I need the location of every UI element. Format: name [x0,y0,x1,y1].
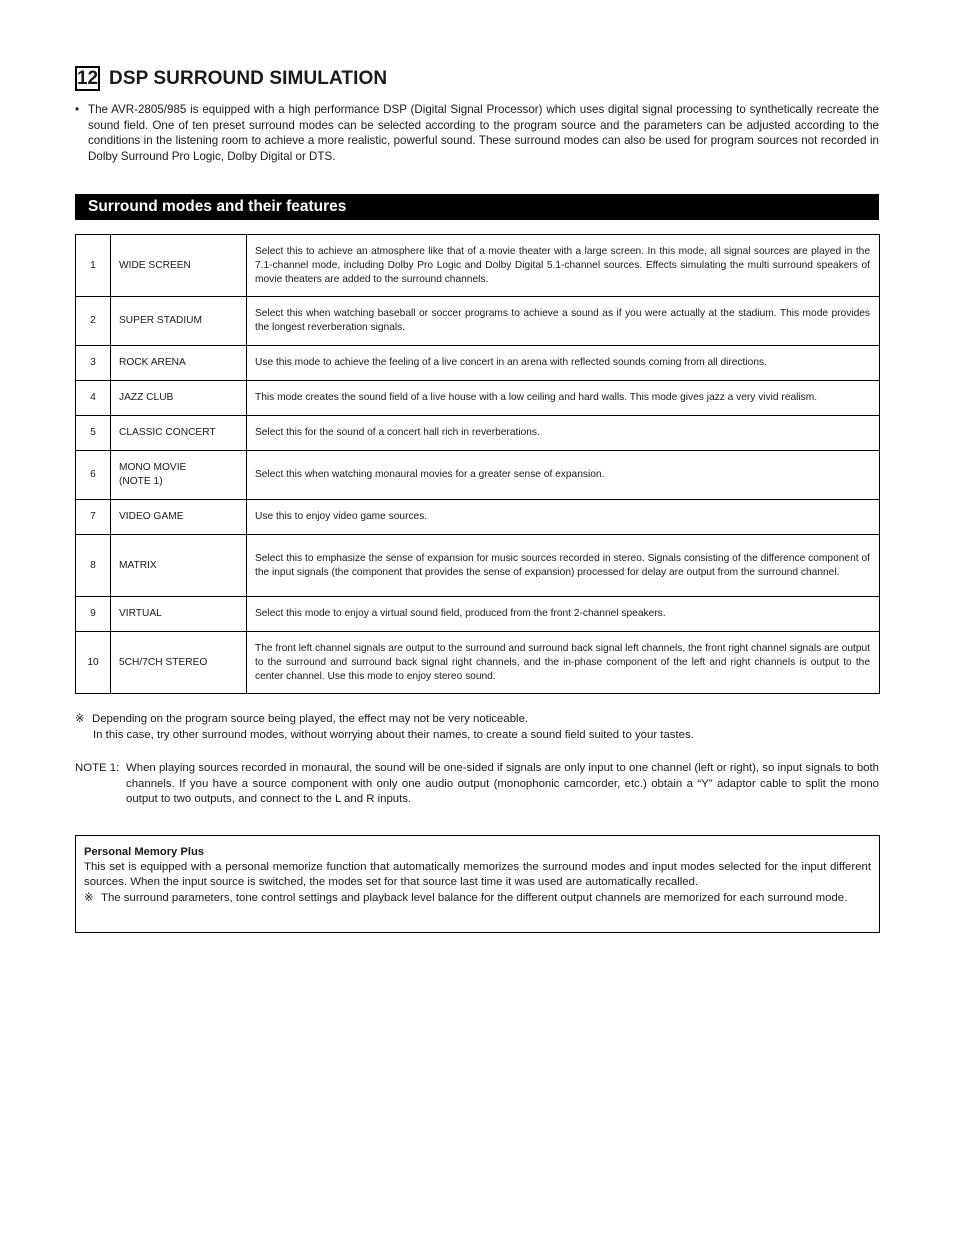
surround-modes-table [75,234,880,694]
table-row [76,235,880,297]
mode-number: 8 [76,535,111,597]
intro-text: The AVR-2805/985 is equipped with a high performance DSP (Digital Signal Processor) which uses digital signal processing to synthetically recreate the sound field. One of ten preset surround modes can be selected according to the program source and the parameters can be adjusted according to the conditions in the listening room to achieve a more realistic, powerful sound. These surround modes can also be used for program sources not recorded in Dolby Surround Pro Logic, Dolby Digital or DTS. [88,103,879,163]
memory-body: This set is equipped with a personal memorize function that automatically memorizes the surround modes and input modes selected for the input different sources. When the input source is switched, the modes set for that source last time it was used are automatically recalled. [84,861,871,888]
table-row [76,535,880,597]
footnote-line-1 [75,711,879,727]
mode-name: MONO MOVIE [119,462,187,473]
mode-name: MATRIX [111,535,247,597]
reference-mark-icon: ※ [84,892,94,904]
personal-memory-box [75,835,880,933]
mode-name: ROCK ARENA [111,346,247,381]
mode-name: WIDE SCREEN [111,235,247,297]
mode-number: 10 [76,632,111,694]
mode-description: Select this to emphasize the sense of expansion for music sources recorded in stereo. Signals consisting of the difference component of the input signals (the component that provides the sense of expansion) processed for delay are output from the surround channel. [247,535,880,597]
mode-name: VIRTUAL [111,597,247,632]
table-row [76,632,880,694]
footnote [75,711,879,743]
reference-mark-icon: ※ [75,713,85,725]
mode-description: Select this mode to enjoy a virtual sound field, produced from the front 2-channel speakers. [247,597,880,632]
mode-name: JAZZ CLUB [111,381,247,416]
mode-description: Select this to achieve an atmosphere like that of a movie theater with a large screen. In this mode, all signal sources are played in the 7.1-channel mode, including Dolby Pro Logic and Dolby Digital 5.1-channel sources. Effects simulating the multi surround speakers of movie theaters are added to the surround channels. [247,235,880,297]
intro-paragraph [75,102,879,164]
table-row [76,416,880,451]
mode-name-cell [111,451,247,500]
memory-note-text: The surround parameters, tone control settings and playback level balance for the different output channels are memorized for each surround mode. [101,892,848,904]
mode-number: 9 [76,597,111,632]
mode-number: 6 [76,451,111,500]
footnote-text-1: Depending on the program source being played, the effect may not be very noticeable. [92,713,529,725]
mode-description: Select this when watching monaural movies for a greater sense of expansion. [247,451,880,500]
mode-number: 5 [76,416,111,451]
mode-number: 3 [76,346,111,381]
mode-number: 1 [76,235,111,297]
mode-description: Use this to enjoy video game sources. [247,500,880,535]
modes-heading-bar [75,194,879,220]
mode-name: VIDEO GAME [111,500,247,535]
mode-number: 2 [76,297,111,346]
table-row [76,346,880,381]
section-title: DSP SURROUND SIMULATION [109,67,388,89]
note-1-label: NOTE 1: [75,762,120,774]
bullet-icon: • [75,103,80,116]
table-row [76,597,880,632]
mode-description: The front left channel signals are output to the surround and surround back signal left channels, the front right channel signals are output to the surround and surround back signal right channels, and the in-phase component of the left and right channels is output to the center channel. Use this mode to enjoy stereo sound. [247,632,880,694]
mode-name-note: (NOTE 1) [119,476,163,487]
mode-name: SUPER STADIUM [111,297,247,346]
section-heading [75,66,387,91]
mode-name: 5CH/7CH STEREO [111,632,247,694]
table-row [76,381,880,416]
note-1-text: When playing sources recorded in monaural, the sound will be one-sided if signals are only input to one channel (left or right), so input signals to both channels. If you have a source component with only one audio output (monophonic camcorder, etc.) obtain a “Y” adaptor cable to split the mono output to two outputs, and connect to the L and R inputs. [126,762,879,806]
mode-number: 4 [76,381,111,416]
mode-description: This mode creates the sound field of a live house with a low ceiling and hard walls. This mode gives jazz a very vivid realism. [247,381,880,416]
mode-description: Select this when watching baseball or soccer programs to achieve a sound as if you were actually at the stadium. This mode provides the longest reverberation signals. [247,297,880,346]
note-1 [75,761,879,808]
mode-name: CLASSIC CONCERT [111,416,247,451]
memory-title: Personal Memory Plus [84,846,204,858]
modes-heading: Surround modes and their features [88,198,347,215]
table-row [76,500,880,535]
footnote-text-2: In this case, try other surround modes, without worrying about their names, to create a sound field suited to your tastes. [93,729,694,741]
table-row [76,297,880,346]
mode-description: Select this for the sound of a concert hall rich in reverberations. [247,416,880,451]
memory-note [84,892,871,905]
table-row [76,451,880,500]
section-number: 12 [76,68,99,89]
mode-number: 7 [76,500,111,535]
mode-description: Use this mode to achieve the feeling of a live concert in an arena with reflected sounds coming from all directions. [247,346,880,381]
